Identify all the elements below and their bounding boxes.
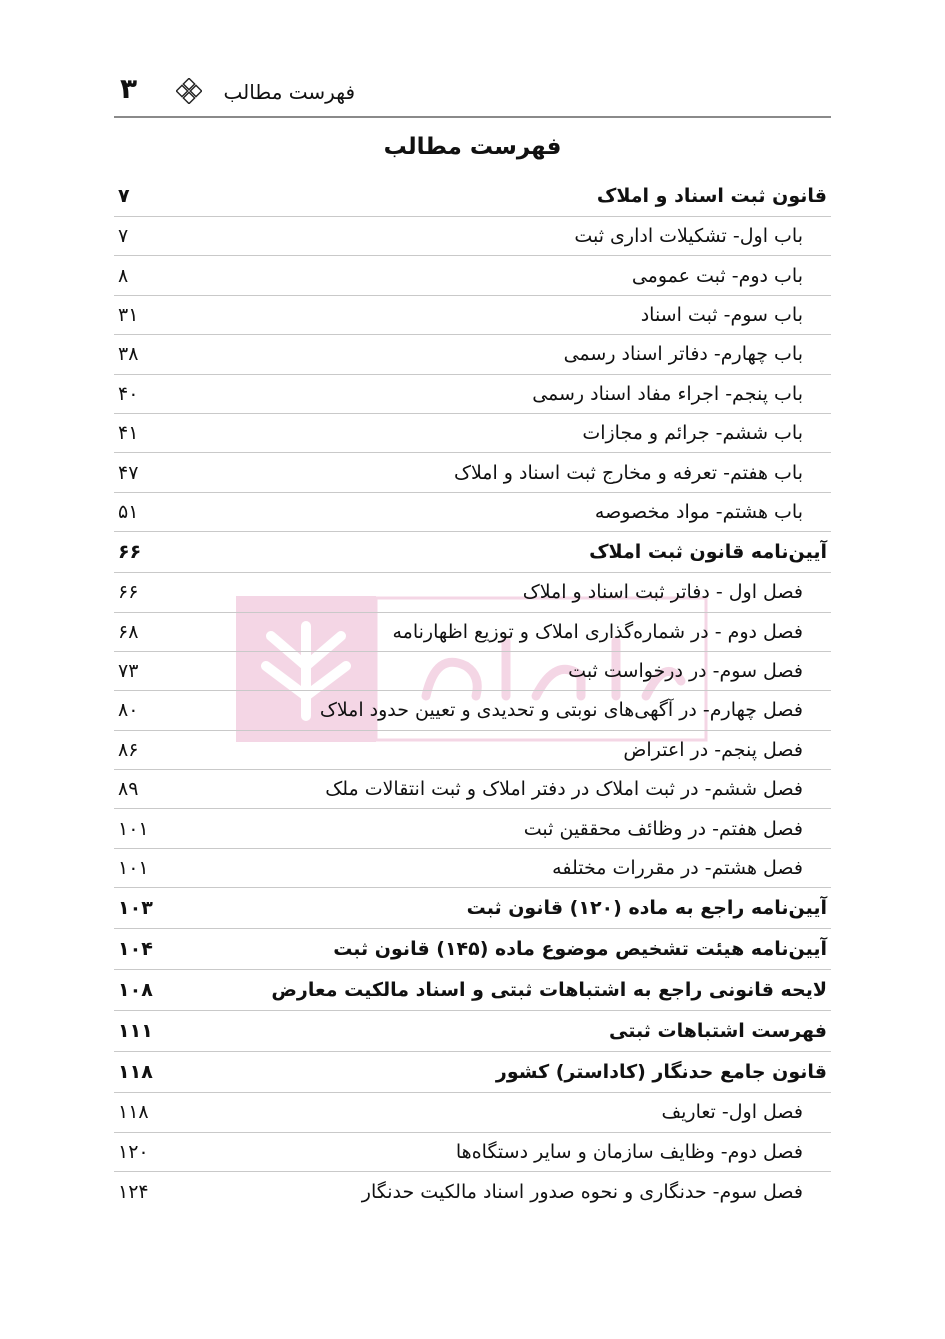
toc-entry-page-number: ۱۱۸: [118, 1061, 153, 1084]
toc-entry-page-number: ۱۰۸: [118, 979, 153, 1002]
toc-entry-page-number: ۱۰۱: [118, 857, 149, 880]
toc-entry-label: فصل سوم- در درخواست ثبت: [568, 660, 803, 683]
diamond-knot-ornament-icon: [176, 78, 202, 104]
toc-entry-label: آیین‌نامه قانون ثبت املاک: [589, 541, 827, 564]
toc-entry-label: فصل ششم- در ثبت املاک در دفتر املاک و ثبت انتقالات ملک: [325, 778, 803, 801]
toc-entry-page-number: ۷: [118, 185, 130, 207]
toc-entry-page-number: ۱۲۴: [118, 1180, 149, 1203]
toc-section-entry[interactable]: [114, 929, 831, 970]
toc-entry-page-number: ۱۱۸: [118, 1101, 149, 1124]
toc-entry-label: باب چهارم- دفاتر اسناد رسمی: [563, 343, 803, 366]
toc-chapter-entry[interactable]: [114, 1172, 831, 1211]
toc-chapter-entry[interactable]: [114, 256, 831, 295]
toc-entry-label: باب سوم- ثبت اسناد: [640, 303, 803, 326]
toc-chapter-entry[interactable]: [114, 1093, 831, 1132]
toc-list: [114, 176, 831, 1211]
toc-entry-label: فصل پنجم- در اعتراض: [623, 738, 803, 761]
toc-entry-label: فهرست اشتباهات ثبتی: [609, 1020, 827, 1043]
toc-section-entry[interactable]: [114, 888, 831, 929]
toc-chapter-entry[interactable]: [114, 849, 831, 888]
toc-chapter-entry[interactable]: [114, 731, 831, 770]
toc-chapter-entry[interactable]: [114, 1133, 831, 1172]
toc-chapter-entry[interactable]: [114, 493, 831, 532]
page-header: [114, 70, 831, 118]
toc-chapter-entry[interactable]: [114, 414, 831, 453]
toc-entry-page-number: ۷۳: [118, 660, 139, 683]
toc-entry-label: لایحه قانونی راجع به اشتباهات ثبتی و اسناد مالکیت معارض: [271, 979, 827, 1002]
toc-section-entry[interactable]: [114, 532, 831, 573]
toc-entry-page-number: ۱۰۳: [118, 897, 153, 920]
toc-entry-page-number: ۸: [118, 264, 129, 287]
toc-entry-page-number: ۸۶: [118, 738, 139, 761]
toc-entry-page-number: ۴۷: [118, 461, 139, 484]
toc-chapter-entry[interactable]: [114, 809, 831, 848]
toc-entry-label: فصل هشتم- در مقررات مختلفه: [552, 857, 803, 880]
toc-entry-label: باب هشتم- مواد مخصوصه: [594, 500, 803, 523]
toc-entry-page-number: ۷: [118, 225, 129, 248]
toc-chapter-entry[interactable]: [114, 613, 831, 652]
toc-section-entry[interactable]: [114, 1052, 831, 1093]
toc-entry-label: فصل چهارم- در آگهی‌های نوبتی و تحدیدی و تعیین حدود املاک: [319, 699, 803, 722]
toc-title: فهرست مطالب: [383, 134, 562, 160]
toc-entry-label: فصل هفتم- در وظائف محققین ثبت: [523, 817, 803, 840]
toc-entry-label: باب هفتم- تعرفه و مخارج ثبت اسناد و املاک: [453, 461, 803, 484]
toc-entry-label: فصل اول - دفاتر ثبت اسناد و املاک: [522, 581, 803, 604]
toc-chapter-entry[interactable]: [114, 652, 831, 691]
toc-section-entry[interactable]: [114, 1011, 831, 1052]
toc-section-entry[interactable]: [114, 970, 831, 1011]
toc-entry-page-number: ۵۱: [118, 500, 139, 523]
toc-entry-page-number: ۴۰: [118, 382, 139, 405]
toc-entry-page-number: ۱۰۴: [118, 938, 153, 961]
toc-chapter-entry[interactable]: [114, 296, 831, 335]
toc-chapter-entry[interactable]: [114, 691, 831, 730]
toc-entry-page-number: ۱۲۰: [118, 1140, 149, 1163]
toc-chapter-entry[interactable]: [114, 217, 831, 256]
toc-entry-label: باب پنجم- اجراء مفاد اسناد رسمی: [532, 382, 803, 405]
toc-entry-page-number: ۱۰۱: [118, 817, 149, 840]
toc-entry-page-number: ۱۱۱: [118, 1020, 153, 1043]
toc-entry-page-number: ۴۱: [118, 422, 139, 445]
toc-entry-label: فصل دوم - در شماره‌گذاری املاک و توزیع اظهارنامه: [392, 620, 803, 643]
toc-chapter-entry[interactable]: [114, 770, 831, 809]
toc-entry-page-number: ۶۸: [118, 620, 139, 643]
running-header-title: فهرست مطالب: [223, 80, 355, 104]
toc-entry-label: فصل دوم- وظایف سازمان و سایر دستگاه‌ها: [455, 1140, 803, 1163]
toc-entry-label: باب ششم- جرائم و مجازات: [582, 422, 803, 445]
toc-entry-label: باب اول- تشکیلات اداری ثبت: [574, 225, 803, 248]
toc-entry-label: قانون ثبت اسناد و املاک: [596, 185, 827, 207]
toc-entry-page-number: ۶۶: [118, 541, 142, 564]
page-number: ۳: [120, 72, 138, 105]
toc-entry-label: فصل سوم- حدنگاری و نحوه صدور اسناد مالکیت حدنگار: [361, 1180, 803, 1203]
toc-chapter-entry[interactable]: [114, 573, 831, 612]
toc-chapter-entry[interactable]: [114, 453, 831, 492]
toc-entry-label: باب دوم- ثبت عمومی: [631, 264, 803, 287]
toc-entry-page-number: ۶۶: [118, 581, 139, 604]
toc-chapter-entry[interactable]: [114, 375, 831, 414]
toc-entry-label: قانون جامع حدنگار (کاداستر) کشور: [495, 1061, 827, 1084]
toc-entry-label: فصل اول- تعاریف: [661, 1101, 803, 1124]
toc-entry-label: آیین‌نامه هیئت تشخیص موضوع ماده (۱۴۵) قانون ثبت: [333, 938, 827, 961]
toc-entry-page-number: ۸۹: [118, 778, 139, 801]
toc-chapter-entry[interactable]: [114, 335, 831, 374]
toc-entry-label: آیین‌نامه راجع به ماده (۱۲۰) قانون ثبت: [466, 897, 827, 920]
toc-section-entry[interactable]: [114, 176, 831, 217]
toc-entry-page-number: ۸۰: [118, 699, 139, 722]
toc-entry-page-number: ۳۱: [118, 303, 139, 326]
toc-entry-page-number: ۳۸: [118, 343, 139, 366]
